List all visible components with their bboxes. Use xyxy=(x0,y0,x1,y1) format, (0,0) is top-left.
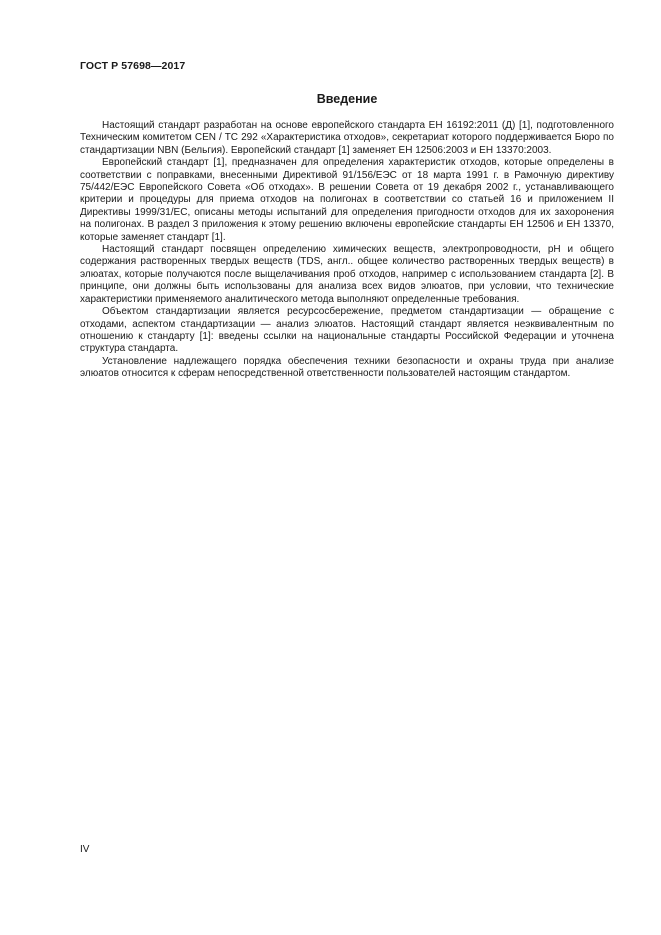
paragraph: Настоящий стандарт разработан на основе европейского стандарта ЕН 16192:2011 (Д) [1], подготовленного Техническим комитетом CEN / TC 292 «Характеристика отходов», секретариат которого поддерживается Бюро по стандартизации NBN (Бельгия). Европейский стандарт [1] заменяет ЕН 12506:2003 и ЕН 13370:2003. xyxy=(80,120,614,156)
section-title: Введение xyxy=(316,92,378,106)
paragraph: Настоящий стандарт посвящен определению химических веществ, электропроводности, pH и общего содержания растворенных твердых веществ (TDS, англ.. общее количество растворенных твердых веществ) в элюатах, которые получаются после выщелачивания проб отходов, например с использованием стандарта [2]. В принципе, они должны быть использованы для анализа всех видов элюатов, при условии, что технические характеристики применяемого аналитического метода выполняют определенные требования. xyxy=(80,244,614,305)
paragraph: Объектом стандартизации является ресурсосбережение, предметом стандартизации — обращение с отходами, аспектом стандартизации — анализ элюатов. Настоящий стандарт является неэквивалентным по отношению к стандарту [1]: введены ссылки на национальные стандарты Российской Федерации и уточнена структура стандарта. xyxy=(80,306,614,355)
paragraph: Европейский стандарт [1], предназначен для определения характеристик отходов, которые определены в соответствии с поправками, внесенными Директивой 91/156/ЕЭС от 18 марта 1991 г. в Рамочную директиву 75/442/ЕЭС Европейского Совета «Об отходах». В решении Совета от 19 декабря 2002 г., устанавливающего критерии и процедуры для приема отходов на полигонах в соответствии со статьей 16 и приложением II Директивы 1999/31/ЕС, описаны методы испытаний для определения пригодности отходов для их захоронения на полигонах. В раздел 3 приложения к этому решению включены европейские стандарты ЕН 12506 и ЕН 13370, которые заменяет стандарт [1]. xyxy=(80,157,614,243)
paragraph: Установление надлежащего порядка обеспечения техники безопасности и охраны труда при анализе элюатов относится к сферам непосредственной ответственности пользователей настоящим стандартом. xyxy=(80,355,614,380)
body-text xyxy=(80,120,614,381)
page-number: IV xyxy=(80,844,90,855)
standard-id-header: ГОСТ Р 57698—2017 xyxy=(80,60,186,72)
